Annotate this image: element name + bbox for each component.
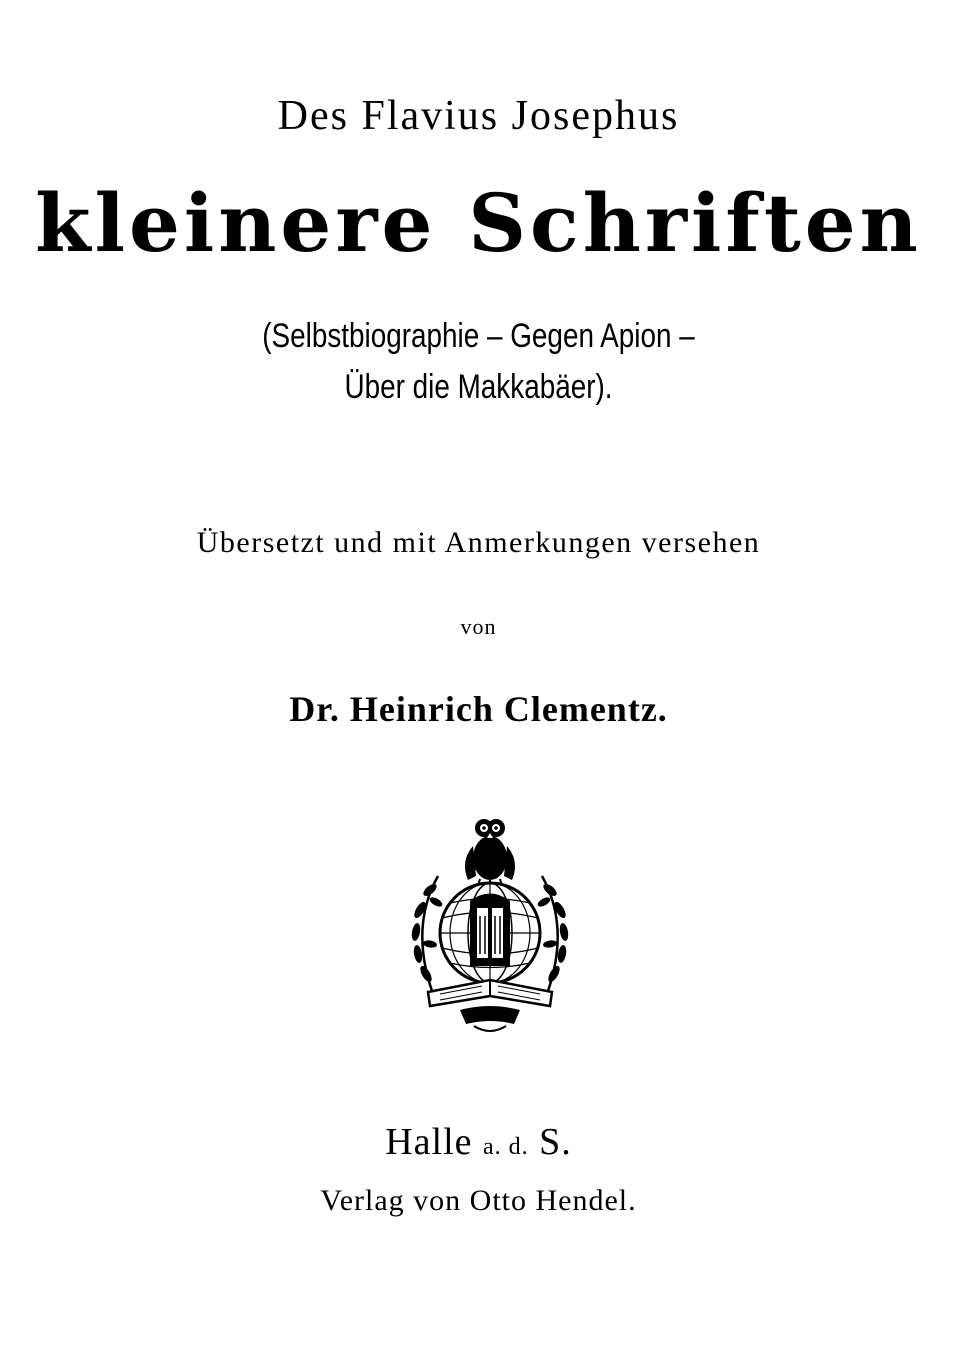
place-river: S.	[539, 1121, 572, 1163]
subtitle-line-1: (Selbstbiographie – Gegen Apion –	[262, 317, 695, 355]
open-book-icon	[428, 980, 552, 1031]
publisher-emblem-owl-globe-icon	[390, 806, 590, 1040]
by-word: von	[460, 614, 497, 639]
owl-icon	[465, 819, 515, 887]
globe-icon	[440, 883, 540, 983]
place-suffix: a. d.	[483, 1134, 529, 1160]
publisher-line: Verlag von Otto Hendel.	[320, 1184, 637, 1217]
translator-note: Übersetzt und mit Anmerkungen versehen	[196, 526, 761, 559]
author-name: Dr. Heinrich Clementz.	[289, 689, 668, 729]
subtitle-line-2: Über die Makkabäer).	[344, 368, 613, 406]
pre-title: Des Flavius Josephus	[277, 93, 680, 139]
publication-place	[0, 1120, 957, 1164]
main-title: kleinere Schriften	[35, 176, 922, 270]
place-city: Halle	[385, 1121, 473, 1163]
